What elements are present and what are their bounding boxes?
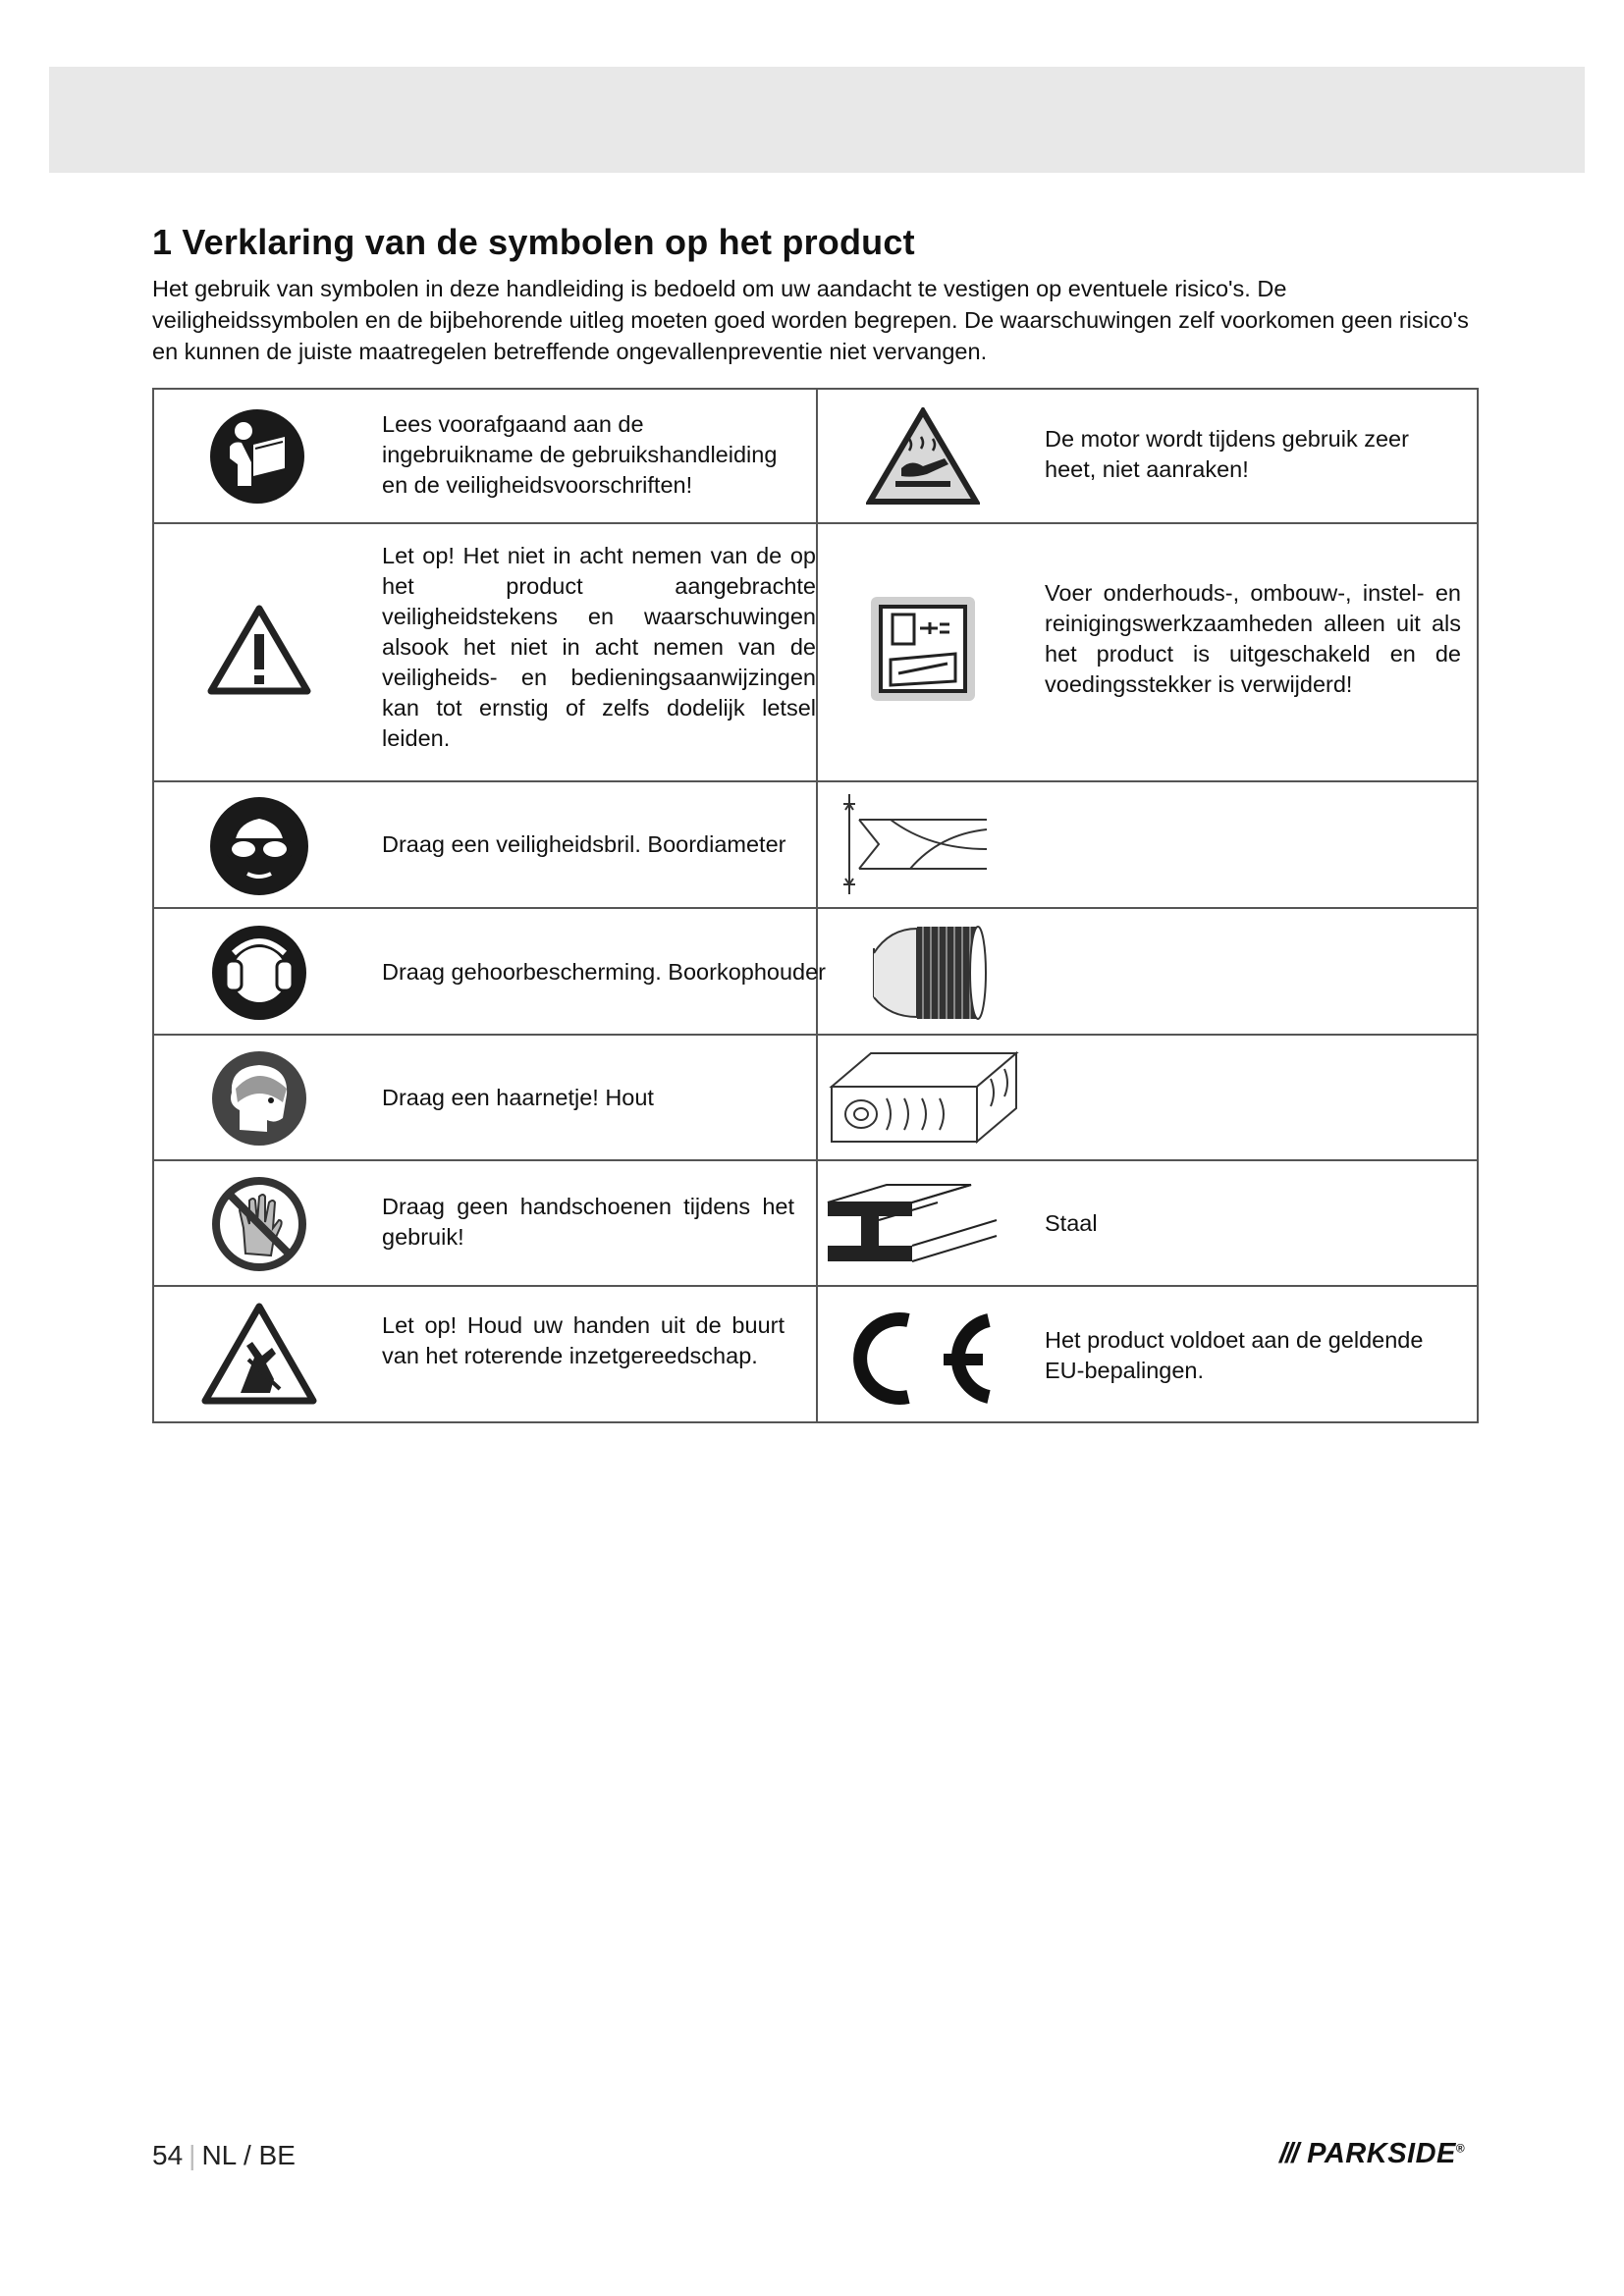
symbol-table: [152, 388, 1479, 1423]
symbol-text: Draag geen handschoenen tijdens het gebruik!: [382, 1194, 794, 1250]
steel-icon: [824, 1181, 1020, 1267]
header-band: [49, 67, 1585, 173]
symbol-text: Draag gehoorbescherming. Boorkophouder: [382, 959, 827, 985]
rotating-tool-hand-warning-icon: [201, 1303, 317, 1405]
ce-mark-icon: [845, 1305, 999, 1413]
brand-name: PARKSIDE: [1307, 2138, 1456, 2169]
safety-glasses-icon: [208, 795, 310, 897]
ear-protection-icon: [210, 924, 308, 1022]
brand-slashes-icon: ///: [1279, 2138, 1298, 2169]
wood-icon: [826, 1049, 1022, 1148]
symbol-row: [154, 390, 1477, 524]
unplug-before-maintenance-icon: [869, 595, 977, 703]
language-label: NL / BE: [201, 2140, 296, 2170]
symbol-row: [154, 1036, 1477, 1161]
symbol-row: [154, 524, 1477, 782]
symbol-text: Voer onderhouds-, ombouw-, instel- en reinigingswerkzaamheden alleen uit als het product is uitgeschakeld en de voedingsstekker is verwijderd!: [1045, 580, 1461, 697]
symbol-text: Staal: [1045, 1210, 1098, 1236]
symbol-row: [154, 909, 1477, 1036]
symbol-text: Let op! Het niet in acht nemen van de op het product aangebrachte veiligheidstekens en waarschuwingen alsook het niet in acht nemen van de veiligheids- en bedieningsaanwijzingen kan tot ernstig of zelfs dodelijk letsel leiden.: [382, 543, 816, 751]
symbol-text: Draag een veiligheidsbril. Boordiameter: [382, 831, 786, 857]
intro-paragraph: Het gebruik van symbolen in deze handleiding is bedoeld om uw aandacht te vestigen op eventuele risico's. De veiligheidssymbolen en de bijbehorende uitleg moeten goed worden begrepen. De waarschuwingen zelf voorkomen geen risico's en kunnen de juiste maatregelen betreffende ongevallenpreventie niet vervangen.: [152, 276, 1469, 364]
symbol-text: De motor wordt tijdens gebruik zeer heet, niet aanraken!: [1045, 426, 1409, 482]
registered-mark-icon: ®: [1455, 2141, 1466, 2156]
page-footer: [152, 2140, 296, 2171]
brand-logo: [1279, 2138, 1465, 2170]
hair-net-icon: [210, 1049, 308, 1148]
symbol-row: [154, 1287, 1477, 1421]
symbol-row: [154, 1161, 1477, 1287]
page-number: 54: [152, 2140, 184, 2170]
no-gloves-icon: [210, 1175, 308, 1273]
symbol-text: Lees voorafgaand aan de ingebruikname de gebruikshandleiding en de veiligheidsvoorschriften!: [382, 411, 778, 498]
footer-separator: |: [189, 2140, 196, 2170]
drill-diameter-icon: [832, 790, 991, 898]
read-manual-icon: [208, 407, 306, 506]
symbol-row: [154, 782, 1477, 909]
hot-surface-icon: [866, 407, 980, 506]
symbol-text: Het product voldoet aan de geldende EU-bepalingen.: [1045, 1327, 1424, 1383]
symbol-text: Draag een haarnetje! Hout: [382, 1085, 654, 1110]
warning-triangle-icon: [205, 603, 313, 697]
page-title: 1 Verklaring van de symbolen op het product: [152, 222, 915, 262]
symbol-text: Let op! Houd uw handen uit de buurt van het roterende inzetgereedschap.: [382, 1312, 785, 1368]
drill-chuck-icon: [866, 919, 994, 1027]
